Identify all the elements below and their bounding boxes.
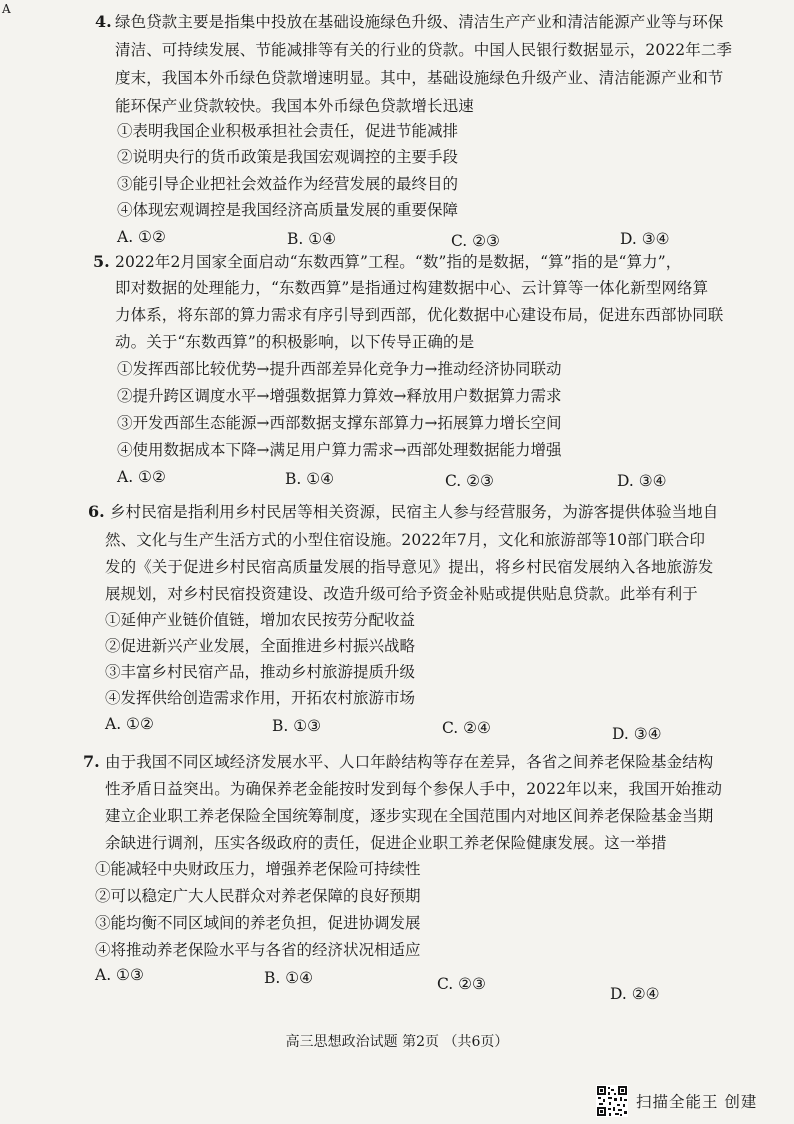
stem-line: 建立企业职工养老保险全国统筹制度，逐步实现在全国范围内对地区间养老保险基金当期 <box>105 807 714 825</box>
choice-d: D. ③④ <box>620 230 670 248</box>
choice-c: C. ②③ <box>437 975 486 993</box>
stem-line: 然、文化与生产生活方式的小型住宿设施。2022年7月，文化和旅游部等10部门联合印 <box>105 531 706 549</box>
option-line: ①发挥西部比较优势→提升西部差异化竞争力→推动经济协同联动 <box>117 360 562 378</box>
stem-line: 力体系，将东部的算力需求有序引导到西部，优化数据中心建设布局，促进东西部协同联 <box>115 306 724 324</box>
option-line: ②提升跨区调度水平→增强数据算力算效→释放用户数据算力需求 <box>117 387 562 405</box>
question-number: 6. <box>88 502 105 521</box>
question-number: 5. <box>93 252 110 271</box>
choice-b: B. ①④ <box>287 230 337 248</box>
margin-mark: A <box>2 2 11 16</box>
stem-line: 性矛盾日益突出。为确保养老金能按时发到每个参保人手中，2022年以来，我国开始推动 <box>105 780 723 798</box>
stem-line: 清洁、可持续发展、节能减排等有关的行业的贷款。中国人民银行数据显示，2022年二季 <box>115 41 733 59</box>
option-line: ②说明央行的货币政策是我国宏观调控的主要手段 <box>117 148 459 166</box>
choice-d: D. ②④ <box>610 985 660 1003</box>
scanner-label: 扫描全能王 创建 <box>636 1093 758 1111</box>
option-line: ①能减轻中央财政压力，增强养老保险可持续性 <box>95 860 421 878</box>
option-line: ②可以稳定广大人民群众对养老保障的良好预期 <box>95 887 421 905</box>
stem-line: 能环保产业贷款较快。我国本外币绿色贷款增长迅速 <box>115 97 474 115</box>
option-line: ①表明我国企业积极承担社会责任，促进节能减排 <box>117 122 459 140</box>
choice-d: D. ③④ <box>612 725 662 743</box>
choice-a: A. ①② <box>117 468 166 486</box>
question-number: 4. <box>95 12 112 31</box>
choice-b: B. ①④ <box>264 969 314 987</box>
choice-a: A. ①② <box>117 228 166 246</box>
choice-a: A. ①② <box>105 715 154 733</box>
stem-line: 乡村民宿是指利用乡村民居等相关资源，民宿主人参与经营服务，为游客提供体验当地自 <box>110 503 719 521</box>
stem-line: 度末，我国本外币绿色贷款增速明显。其中，基础设施绿色升级产业、清洁能源产业和节 <box>115 69 724 87</box>
choice-c: C. ②③ <box>445 472 494 490</box>
choice-b: B. ①④ <box>285 470 335 488</box>
option-line: ③开发西部生态能源→西部数据支撑东部算力→拓展算力增长空间 <box>117 414 562 432</box>
choice-b: B. ①③ <box>272 717 322 735</box>
option-line: ④体现宏观调控是我国经济高质量发展的重要保障 <box>117 201 459 219</box>
option-line: ④发挥供给创造需求作用，开拓农村旅游市场 <box>105 689 416 707</box>
choice-d: D. ③④ <box>617 472 667 490</box>
stem-line: 2022年2月国家全面启动“东数西算”工程。“数”指的是数据，“算”指的是“算力”， <box>115 253 682 271</box>
choice-a: A. ①③ <box>95 966 144 984</box>
stem-line: 余缺进行调剂，压实各级政府的责任，促进企业职工养老保险健康发展。这一举措 <box>105 834 667 852</box>
option-line: ③能均衡不同区域间的养老负担，促进协调发展 <box>95 914 421 932</box>
option-line: ③丰富乡村民宿产品，推动乡村旅游提质升级 <box>105 663 416 681</box>
page-footer: 高三思想政治试题 第2页 （共6页） <box>285 1034 509 1050</box>
option-line: ④将推动养老保险水平与各省的经济状况相适应 <box>95 941 421 959</box>
stem-line: 动。关于“东数西算”的积极影响，以下传导正确的是 <box>115 333 475 351</box>
option-line: ③能引导企业把社会效益作为经营发展的最终目的 <box>117 175 459 193</box>
question-number: 7. <box>83 752 100 771</box>
choice-c: C. ②③ <box>451 232 500 250</box>
stem-line: 绿色贷款主要是指集中投放在基础设施绿色升级、清洁生产产业和清洁能源产业等与环保 <box>115 13 724 31</box>
stem-line: 发的《关于促进乡村民宿高质量发展的指导意见》提出，将乡村民宿发展纳入各地旅游发 <box>105 558 714 576</box>
option-line: ④使用数据成本下降→满足用户算力需求→西部处理数据能力增强 <box>117 441 562 459</box>
scanner-watermark <box>596 1085 757 1117</box>
stem-line: 由于我国不同区域经济发展水平、人口年龄结构等存在差异，各省之间养老保险基金结构 <box>105 753 714 771</box>
option-line: ①延伸产业链价值链，增加农民按劳分配收益 <box>105 611 416 629</box>
stem-line: 即对数据的处理能力，“东数西算”是指通过构建数据中心、云计算等一体化新型网络算 <box>115 279 709 297</box>
qr-code-icon <box>596 1085 628 1117</box>
choice-c: C. ②④ <box>442 719 491 737</box>
option-line: ②促进新兴产业发展，全面推进乡村振兴战略 <box>105 637 416 655</box>
stem-line: 展规划，对乡村民宿投资建设、改造升级可给予资金补贴或提供贴息贷款。此举有利于 <box>105 585 698 603</box>
